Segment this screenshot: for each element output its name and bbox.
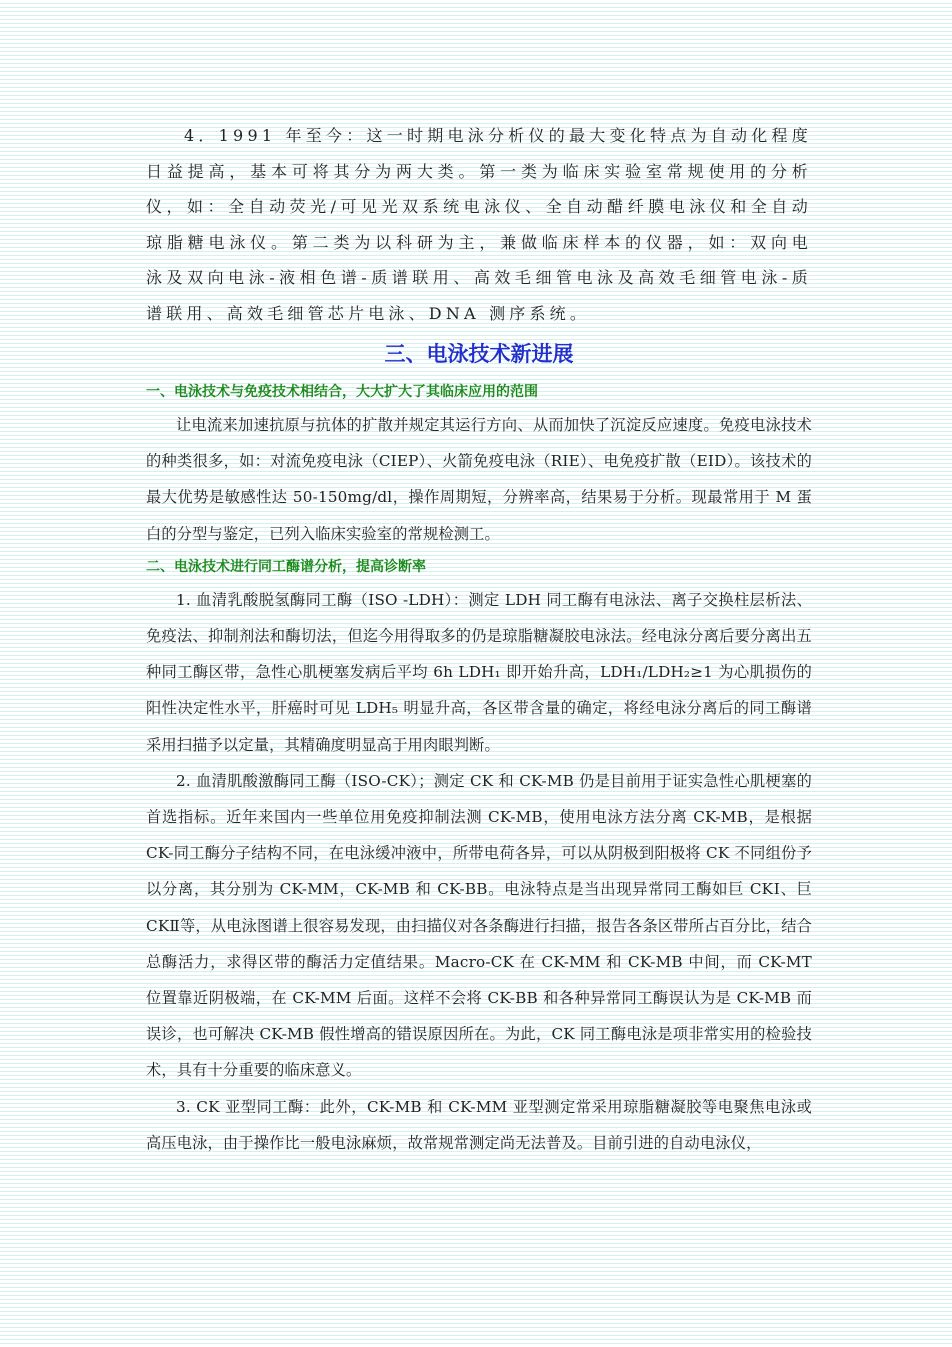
section-title: 三、电泳技术新进展 — [384, 342, 574, 366]
immunoelectrophoresis-paragraph: 让电流来加速抗原与抗体的扩散并规定其运行方向、从而加快了沉淀反应速度。免疫电泳技术的种类很多，如：对流免疫电泳（CIEP）、火箭免疫电泳（RIE）、电免疫扩散（EID）。该技术的最大优势是敏感性达 50-150mg/dl，操作周期短，分辨率高，结果易于分析。现最常用于 M 蛋白的分型与鉴定，已列入临床实验室的常规检测工。 — [146, 416, 812, 543]
intro-paragraph: 4．1991 年至今：这一时期电泳分析仪的最大变化特点为自动化程度日益提高，基本可将其分为两大类。第一类为临床实验室常规使用的分析仪，如：全自动荧光/可见光双系统电泳仪、全自动醋纤膜电泳仪和全自动琼脂糖电泳仪。第二类为以科研为主，兼做临床样本的仪器，如：双向电泳及双向电泳-液相色谱-质谱联用、高效毛细管电泳及高效毛细管电泳-质谱联用、高效毛细管芯片电泳、DNA 测序系统。 — [146, 126, 812, 323]
subsection-heading-2: 二、电泳技术进行同工酶谱分析，提高诊断率 — [146, 558, 426, 575]
document-page — [146, 118, 812, 1161]
subsection-heading-1: 一、电泳技术与免疫技术相结合，大大扩大了其临床应用的范围 — [146, 384, 538, 400]
intro-block — [146, 118, 812, 331]
ck-subtype-paragraph: 3. CK 亚型同工酶：此外，CK-MB 和 CK-MM 亚型测定常采用琼脂糖凝胶等电聚焦电泳或高压电泳，由于操作比一般电泳麻烦，故常规常测定尚无法普及。目前引进的自动电泳仪， — [146, 1097, 812, 1152]
ldh-isoenzyme-paragraph: 1. 血清乳酸脱氢酶同工酶（ISO -LDH）：测定 LDH 同工酶有电泳法、离子交换柱层析法、免疫法、抑制剂法和酶切法，但迄今用得取多的仍是琼脂糖凝胶电泳法。经电泳分离后要分离出五种同工酶区带，急性心肌梗塞发病后平均 6h LDH₁ 即开始升高，LDH₁/LDH₂≥1 为心肌损伤的阳性决定性水平，肝癌时可见 LDH₅ 明显升高，各区带含量的确定，将经电泳分离后的同工酶谱采用扫描予以定量，其精确度明显高于用肉眼判断。 — [146, 590, 812, 754]
ck-isoenzyme-paragraph: 2. 血清肌酸激酶同工酶（ISO-CK）；测定 CK 和 CK-MB 仍是目前用于证实急性心肌梗塞的首选指标。近年来国内一些单位用免疫抑制法测 CK-MB，使用电泳方法分离 CK-MB，是根据 CK-同工酶分子结构不同，在电泳缓冲液中，所带电荷各异，可以从阴极到阳极将 CK 不同组份予以分离，其分别为 CK-MM，CK-MB 和 CK-BB。电泳特点是当出现异常同工酶如巨 CKⅠ、巨 CKⅡ等，从电泳图谱上很容易发现，由扫描仪对各条酶进行扫描，报告各条区带所占百分比，结合总酶活力，求得区带的酶活力定值结果。Macro-CK 在 CK-MM 和 CK-MB 中间，而 CK-MT 位置靠近阴极端，在 CK-MM 后面。这样不会将 CK-BB 和各种异常同工酶误认为是 CK-MB 而误诊，也可解决 CK-MB 假性增高的错误原因所在。为此，CK 同工酶电泳是项非常实用的检验技术，具有十分重要的临床意义。 — [146, 771, 812, 1080]
subsection-body-1 — [146, 407, 812, 552]
subsection-body-2 — [146, 582, 812, 1161]
